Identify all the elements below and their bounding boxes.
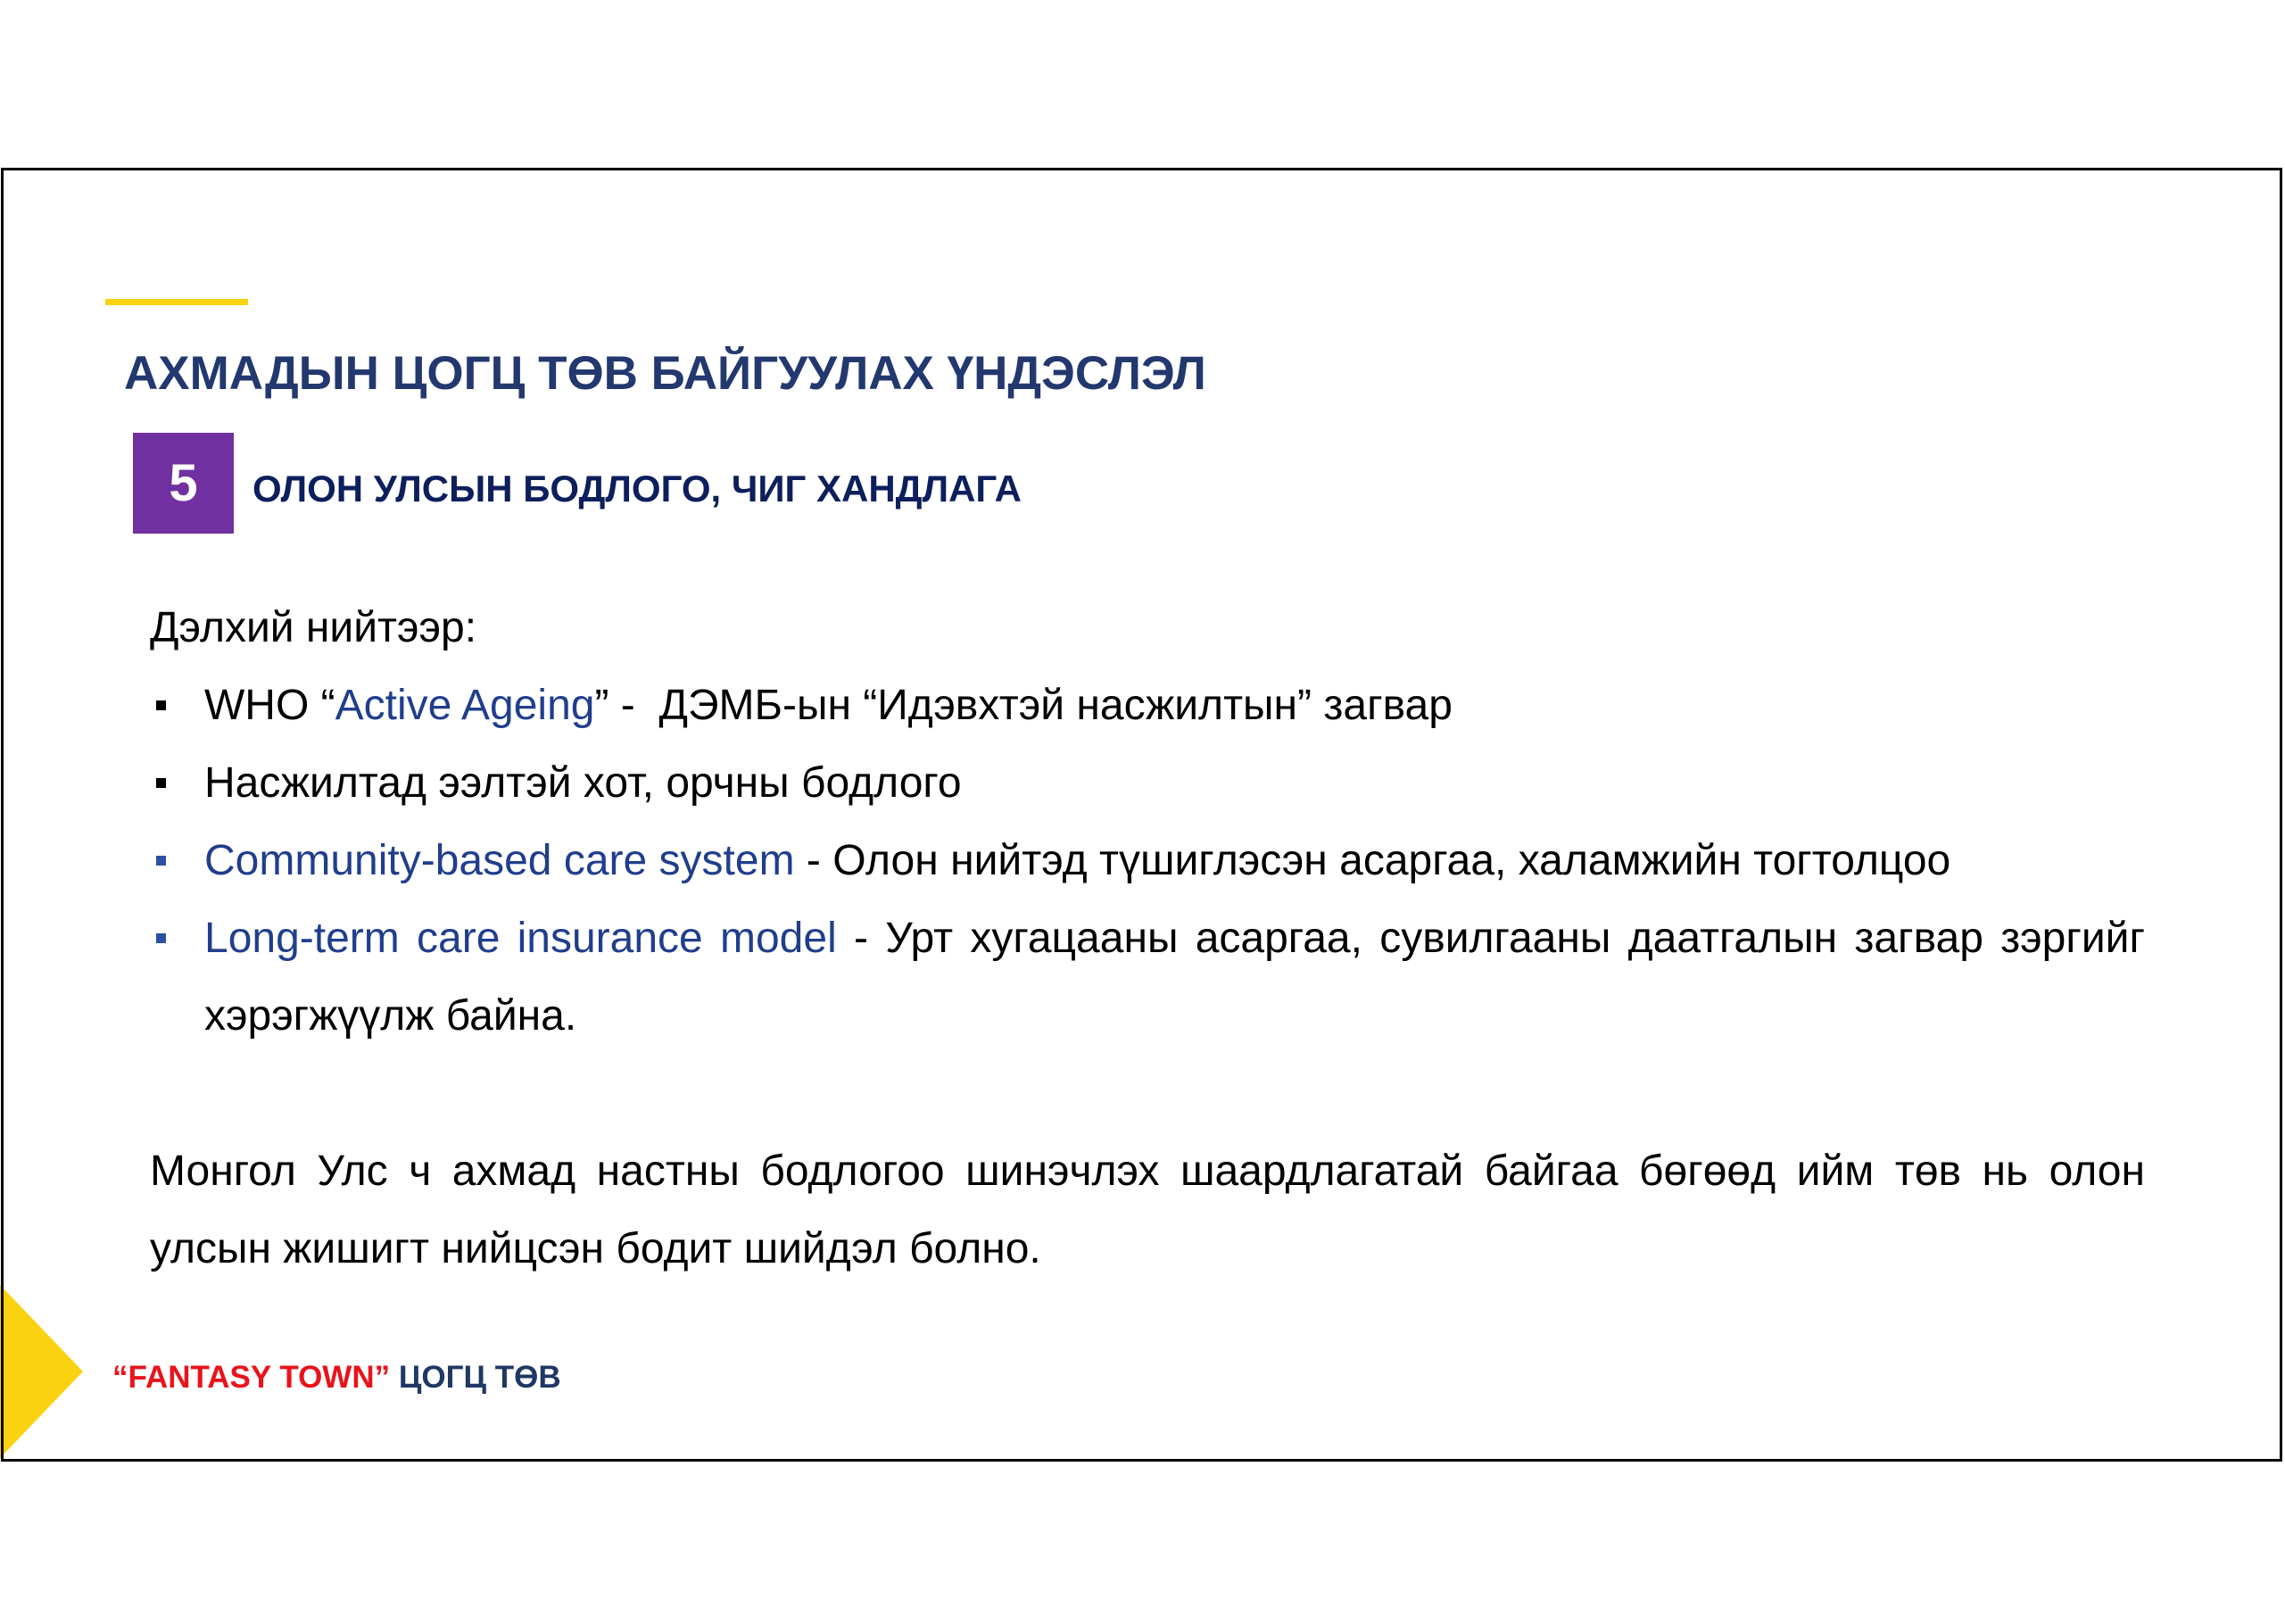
footer-label	[112, 1362, 561, 1393]
bullet-first-line	[204, 899, 2145, 977]
section-number-badge	[133, 433, 234, 534]
slide-title: АХМАДЫН ЦОГЦ ТӨВ БАЙГУУЛАХ ҮНДЭСЛЭЛ	[124, 347, 1206, 400]
paragraph-line: Монгол Улс ч ахмад настны бодлогоо шинэчлэх шаардлагатай байгаа бөгөөд ийм төв нь олон	[150, 1148, 2145, 1195]
bullet-continuation: хэрэгжүүлж байна.	[204, 992, 577, 1040]
bullet-marker	[156, 856, 166, 866]
section-number: 5	[169, 453, 198, 512]
bullet-text: Насжилтад ээлтэй хот, орчны бодлого	[204, 759, 962, 807]
title-accent-bar	[105, 299, 248, 305]
bullet-marker	[156, 700, 166, 710]
bullet-term: Long-term care insurance model	[204, 915, 837, 962]
bullet-term: Community-based care system	[204, 837, 795, 884]
bullet-text: - Урт хугацааны асаргаа, сувилгааны даатгалын загвар зэргийг	[836, 915, 2145, 962]
bullet-term: Active Ageing	[335, 682, 595, 729]
bullet-marker	[156, 778, 166, 788]
conclusion-paragraph	[150, 1132, 2145, 1288]
bullet-text: ” - ДЭМБ-ын “Идэвхтэй насжилтын” загвар	[594, 682, 1453, 729]
section-title: ОЛОН УЛСЫН БОДЛОГО, ЧИГ ХАНДЛАГА	[253, 468, 1022, 510]
bullet-item-age-friendly-city	[150, 744, 2145, 822]
bullet-item-community-care	[150, 822, 2145, 899]
intro-text: Дэлхий нийтээр:	[150, 604, 477, 651]
slide-body	[150, 589, 2145, 1288]
bullet-lead: WHO “	[204, 682, 335, 729]
bullet-text: - Олон нийтэд түшиглэсэн асаргаа, халамжийн тогтолцоо	[794, 837, 1951, 884]
bullet-list	[150, 667, 2145, 1055]
footer-brand: “FANTASY TOWN”	[112, 1360, 391, 1395]
bullet-marker	[156, 933, 166, 943]
paragraph-line: улсын жишигт нийцсэн бодит шийдэл болно.	[150, 1225, 1041, 1272]
footer-suffix: ЦОГЦ ТӨВ	[390, 1360, 561, 1395]
bullet-item-who-active-ageing	[150, 667, 2145, 744]
bullet-item-long-term-care	[150, 899, 2145, 1055]
